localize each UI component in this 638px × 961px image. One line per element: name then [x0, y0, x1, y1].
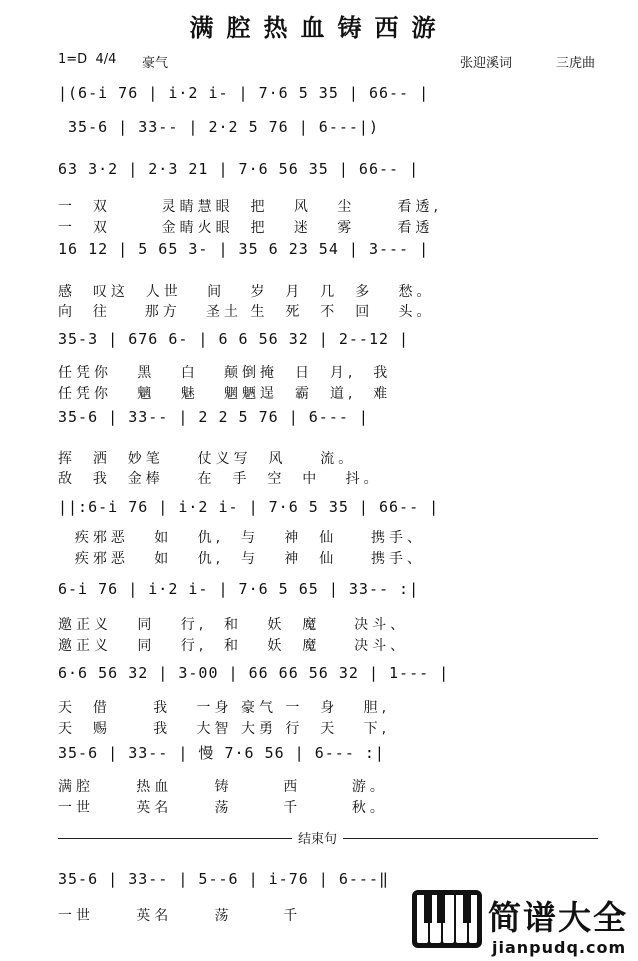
lyricist: 张迎溪词 — [460, 56, 513, 71]
piano-icon — [412, 890, 482, 948]
notation-line: 6-i 76 | i·2 i- | 7·6 5 65 | 33-- :| — [58, 580, 420, 598]
song-title: 满腔热血铸西游 — [189, 14, 449, 42]
lyric-line: 一 双 灵睛慧眼 把 风 尘 看透, — [58, 199, 442, 215]
lyric-line: 邀正义 同 行, 和 妖 魔 决斗、 — [58, 617, 409, 633]
notation-line: ||:6-i 76 | i·2 i- | 7·6 5 35 | 66-- | — [58, 498, 440, 516]
lyric-line: 天 借 我 一身 豪气 一 身 胆, — [58, 700, 391, 716]
lyric-line: 邀正义 同 行, 和 妖 魔 决斗、 — [58, 638, 409, 654]
notation-line: 35-6 | 33-- | 5--6 | i-76 | 6---‖ — [58, 870, 390, 888]
notation-line: |(6-i 76 | i·2 i- | 7·6 5 35 | 66-- | — [58, 84, 430, 102]
notation-line: 35-6 | 33-- | 2·2 5 76 | 6---|) — [58, 118, 379, 136]
lyric-line: 疾邪恶 如 仇, 与 神 仙 携手、 — [58, 530, 426, 546]
lyric-line: 天 赐 我 大智 大勇 行 天 下, — [58, 721, 391, 737]
lyric-line: 疾邪恶 如 仇, 与 神 仙 携手、 — [58, 551, 426, 567]
lyric-line: 满腔 热血 铸 西 游。 — [58, 779, 388, 795]
lyric-line: 感 叹这 人世 间 岁 月 几 多 愁。 — [58, 284, 435, 300]
ending-label: 结束句 — [292, 828, 343, 847]
lyric-line: 挥 洒 妙笔 仗义写 风 流。 — [58, 451, 357, 467]
notation-line: 35-3 | 676 6- | 6 6 56 32 | 2--12 | — [58, 330, 410, 348]
lyric-line: 任凭你 黑 白 颠倒掩 日 月, 我 — [58, 365, 392, 381]
key-signature: 1=D 4/4 — [58, 52, 117, 67]
style-mark: 豪气 — [142, 56, 169, 71]
logo-name: 简谱大全 — [488, 898, 628, 937]
lyric-line: 一世 英名 荡 千 秋。 — [58, 800, 388, 816]
notation-line: 6·6 56 32 | 3-00 | 66 66 56 32 | 1--- | — [58, 664, 450, 682]
notation-line: 35-6 | 33-- | 慢 7·6 56 | 6--- :| — [58, 744, 385, 762]
lyric-line: 一世 英名 荡 千 — [58, 908, 302, 924]
site-logo — [412, 890, 638, 961]
logo-url[interactable]: jianpudq.com — [492, 938, 627, 957]
notation-line: 16 12 | 5 65 3- | 35 6 23 54 | 3--- | — [58, 240, 430, 258]
composer: 三虎曲 — [556, 56, 596, 71]
lyric-line: 向 往 那方 圣土 生 死 不 回 头。 — [58, 304, 435, 320]
notation-line: 63 3·2 | 2·3 21 | 7·6 56 35 | 66-- | — [58, 160, 420, 178]
lyric-line: 一 双 金睛火眼 把 迷 雾 看透 — [58, 220, 434, 236]
lyric-line: 敌 我 金棒 在 手 空 中 抖。 — [58, 471, 382, 487]
lyric-line: 任凭你 魑 魅 魍魉逞 霸 道, 难 — [58, 386, 392, 402]
notation-line: 35-6 | 33-- | 2 2 5 76 | 6--- | — [58, 408, 369, 426]
